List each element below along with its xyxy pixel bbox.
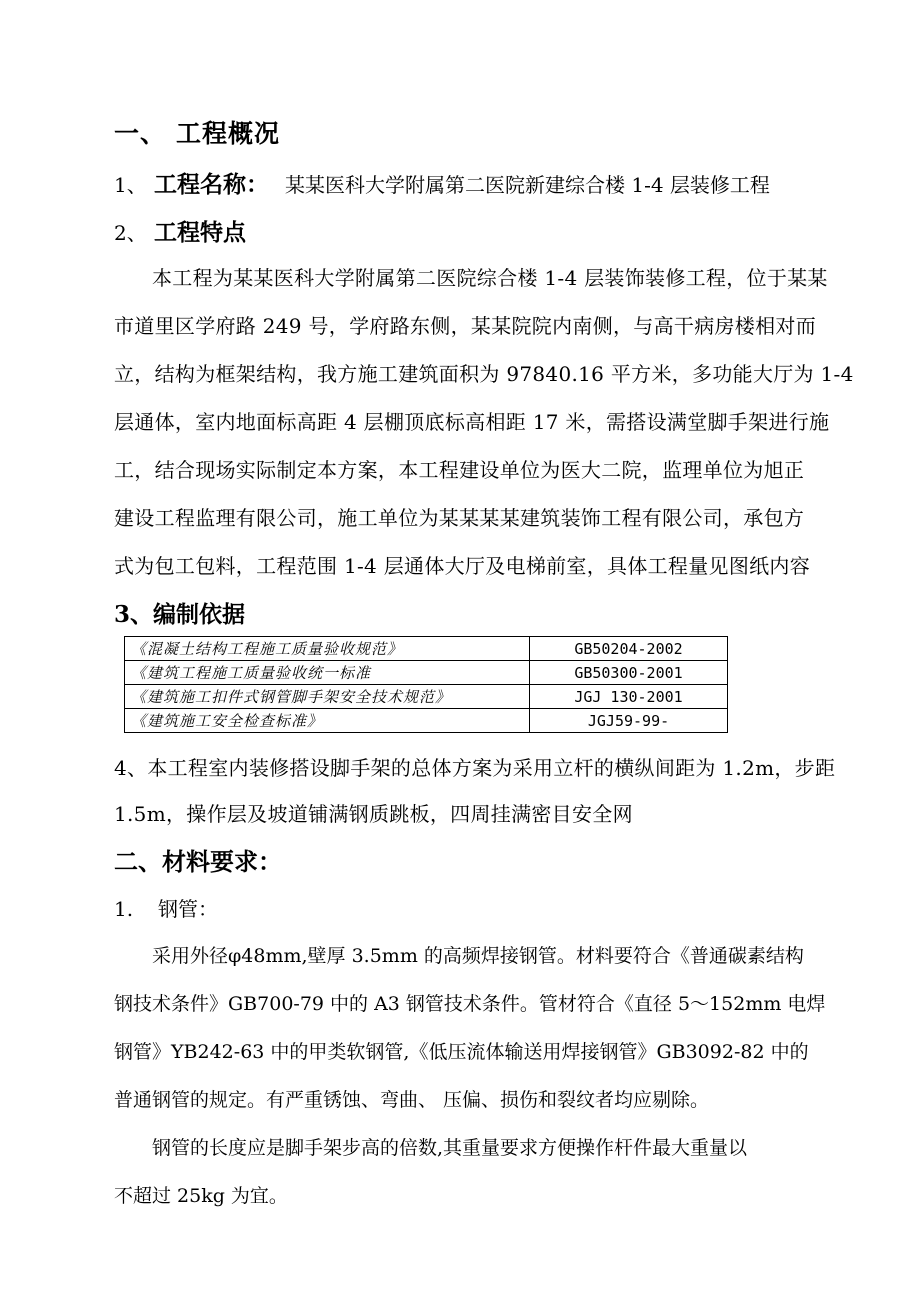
item-1-project-name [114, 166, 770, 199]
sub-item-label: 钢管： [158, 897, 218, 921]
item-1-label: 工程名称： [154, 171, 269, 198]
standard-name: 《建筑施工安全检查标准》 [125, 709, 530, 733]
paragraph-2-line: 钢管》YB242-63 中的甲类软钢管,《低压流体输送用焊接钢管》GB3092-82 中的 [114, 1041, 809, 1063]
item-2-features [114, 214, 246, 247]
standard-name: 《建筑施工扣件式钢管脚手架安全技术规范》 [125, 685, 530, 709]
section-1-number: 一、 [114, 119, 167, 148]
standard-code: GB50300-2001 [530, 661, 728, 685]
sub-item-steel-pipe [114, 893, 218, 922]
section-1-heading [114, 114, 280, 150]
item-1-index: 1、 [114, 173, 147, 197]
table-row [125, 637, 728, 661]
item-4-line: 1.5m，操作层及坡道铺满钢质跳板，四周挂满密目安全网 [114, 802, 633, 826]
standards-table [124, 636, 728, 733]
paragraph-2-line: 普通钢管的规定。有严重锈蚀、弯曲、 压偏、损伤和裂纹者均应剔除。 [114, 1089, 710, 1111]
item-4-line: 4、本工程室内装修搭设脚手架的总体方案为采用立杆的横纵间距为 1.2m，步距 [114, 756, 836, 780]
item-3-basis-heading: 3、编制依据 [114, 601, 246, 628]
standard-code: JGJ 130-2001 [530, 685, 728, 709]
item-1-value: 某某医科大学附属第二医院新建综合楼 1-4 层装修工程 [285, 173, 770, 197]
paragraph-1-line: 建设工程监理有限公司，施工单位为某某某某建筑装饰工程有限公司，承包方 [114, 506, 805, 530]
paragraph-1-line: 层通体，室内地面标高距 4 层棚顶底标高相距 17 米，需搭设满堂脚手架进行施 [114, 410, 830, 434]
sub-item-index: 1. [114, 897, 134, 921]
standard-code: GB50204-2002 [530, 637, 728, 661]
standard-name: 《混凝土结构工程施工质量验收规范》 [125, 637, 530, 661]
paragraph-3-line: 钢管的长度应是脚手架步高的倍数,其重量要求方便操作杆件最大重量以 [152, 1137, 748, 1159]
paragraph-1-line: 本工程为某某医科大学附属第二医院综合楼 1-4 层装饰装修工程，位于某某 [152, 266, 828, 290]
section-2-heading: 二、材料要求： [114, 847, 282, 876]
paragraph-2-line: 钢技术条件》GB700-79 中的 A3 钢管技术条件。管材符合《直径 5～152mm 电焊 [114, 993, 826, 1015]
item-2-index: 2、 [114, 221, 147, 245]
table-row [125, 709, 728, 733]
paragraph-3-line: 不超过 25kg 为宜。 [114, 1185, 288, 1207]
paragraph-1-line: 式为包工包料，工程范围 1-4 层通体大厅及电梯前室，具体工程量见图纸内容 [114, 554, 811, 578]
section-1-title: 工程概况 [176, 119, 281, 148]
standard-name: 《建筑工程施工质量验收统一标准 [125, 661, 530, 685]
table-row [125, 661, 728, 685]
standard-code: JGJ59-99- [530, 709, 728, 733]
table-row [125, 685, 728, 709]
paragraph-1-line: 工，结合现场实际制定本方案，本工程建设单位为医大二院，监理单位为旭正 [114, 458, 805, 482]
paragraph-1-line: 市道里区学府路 249 号，学府路东侧，某某院院内南侧，与高干病房楼相对而 [114, 314, 816, 338]
paragraph-2-line: 采用外径φ48mm,壁厚 3.5mm 的高频焊接钢管。材料要符合《普通碳素结构 [152, 945, 804, 967]
item-2-label: 工程特点 [154, 219, 246, 246]
paragraph-1-line: 立，结构为框架结构，我方施工建筑面积为 97840.16 平方米，多功能大厅为 1-4 [114, 362, 854, 386]
